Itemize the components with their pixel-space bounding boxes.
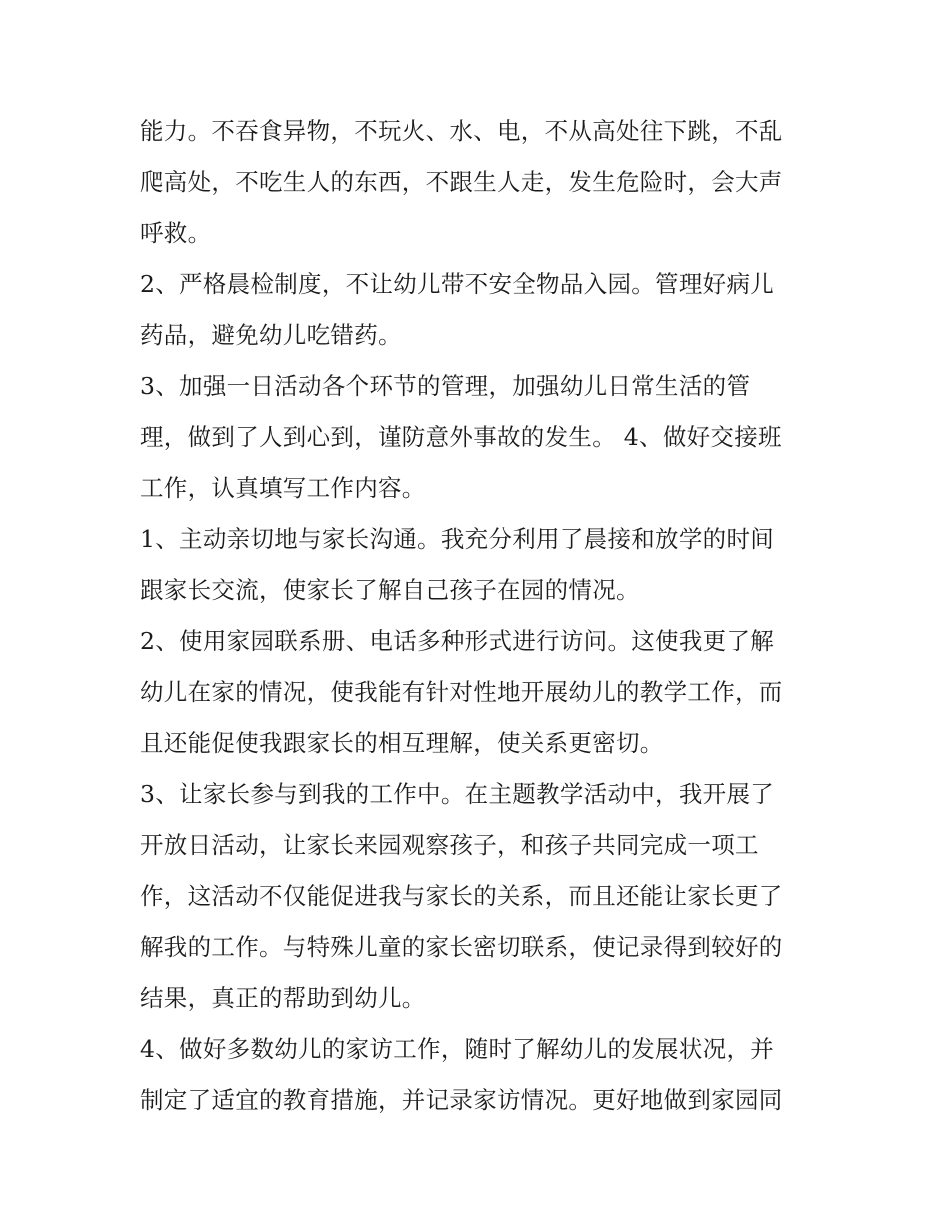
- text-line: 跟家长交流，使家长了解自己孩子在园的情况。: [140, 576, 640, 604]
- text-line: 3、让家长参与到我的工作中。在主题教学活动中，我开展了: [140, 780, 775, 808]
- text-line: 能力。不吞食异物，不玩火、水、电，不从高处往下跳，不乱: [140, 117, 783, 145]
- text-line: 3、加强一日活动各个环节的管理，加强幼儿日常生活的管: [140, 372, 751, 400]
- text-line: 幼儿在家的情况，使我能有针对性地开展幼儿的教学工作，而: [140, 678, 783, 706]
- text-line: 4、做好多数幼儿的家访工作，随时了解幼儿的发展状况，并: [140, 1035, 775, 1063]
- text-line: 药品，避免幼儿吃错药。: [140, 321, 402, 349]
- text-line: 工作，认真填写工作内容。: [140, 474, 426, 502]
- text-line: 作，这活动不仅能促进我与家长的关系，而且还能让家长更了: [140, 882, 783, 910]
- text-line: 呼救。: [140, 219, 212, 247]
- text-line: 且还能促使我跟家长的相互理解，使关系更密切。: [140, 729, 664, 757]
- text-line: 爬高处，不吃生人的东西，不跟生人走，发生危险时，会大声: [140, 168, 783, 196]
- text-line: 2、严格晨检制度，不让幼儿带不安全物品入园。管理好病儿: [140, 270, 775, 298]
- text-line: 理，做到了人到心到，谨防意外事故的发生。 4、做好交接班: [140, 423, 782, 451]
- text-line: 解我的工作。与特殊儿童的家长密切联系，使记录得到较好的: [140, 933, 783, 961]
- text-line: 2、使用家园联系册、电话多种形式进行访问。这使我更了解: [140, 627, 775, 655]
- text-line: 1、主动亲切地与家长沟通。我充分利用了晨接和放学的时间: [140, 525, 775, 553]
- text-line: 开放日活动，让家长来园观察孩子，和孩子共同完成一项工: [140, 831, 759, 859]
- document-body: [140, 106, 820, 1126]
- text-line: 结果，真正的帮助到幼儿。: [140, 984, 426, 1012]
- text-line: 制定了适宜的教育措施，并记录家访情况。更好地做到家园同: [140, 1086, 783, 1114]
